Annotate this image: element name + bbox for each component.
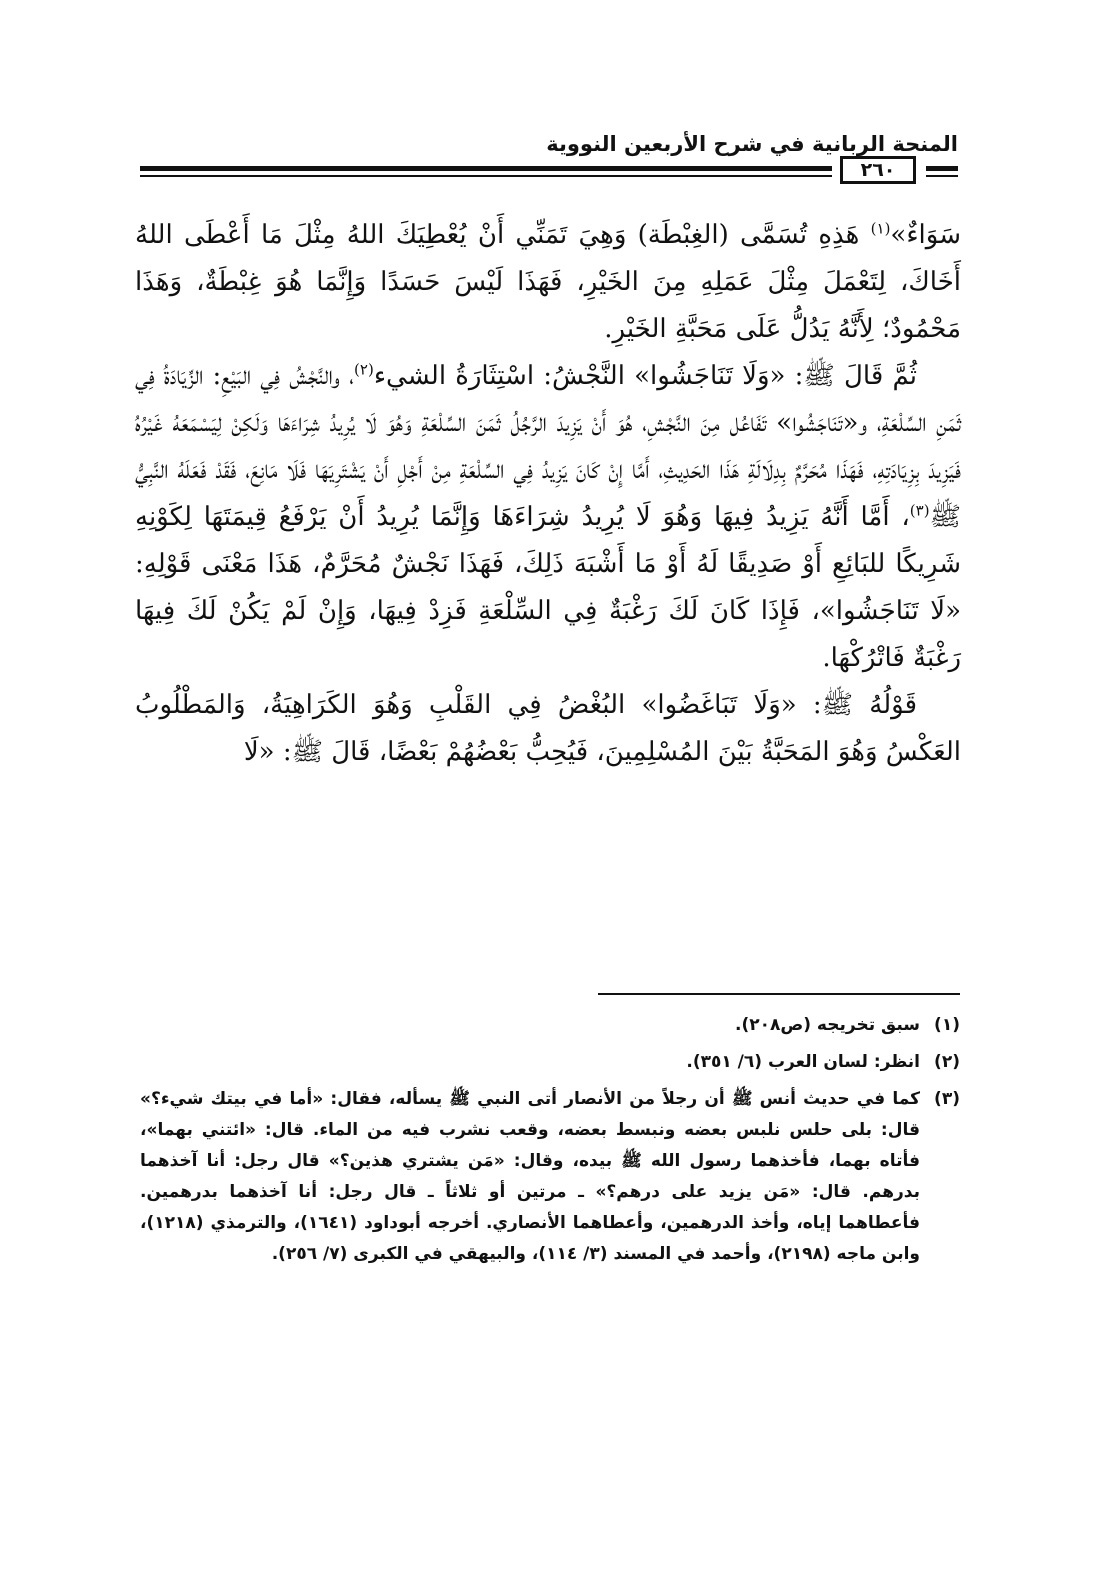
paragraph-1-rest: هَذِهِ تُسَمَّى (الغِبْطَة) وَهِيَ تَمَنِّي أَنْ يُعْطِيَكَ اللهُ مِثْلَ مَا أَعْطَى اللهُ أَخَاكَ، لِتَعْمَلَ مِثْلَ عَمَلِهِ مِنَ الخَيْرِ، فَهَذَا لَيْسَ حَسَدًا وَإِنَّمَا هُوَ غِبْطَةٌ، وَهَذَا مَحْمُودٌ؛ لِأَنَّهُ يَدُلُّ عَلَى مَحَبَّةِ الخَيْرِ. [135, 220, 961, 344]
header-rule-thin [140, 175, 832, 177]
footnote-text: كما في حديث أنس ﷺ أن رجلاً من الأنصار أتى النبي ﷺ يسأله، فقال: «أما في بيتك شيء؟» قال: بلى حلس نلبس بعضه ونبسط بعضه، وقعب نشرب فيه من الماء. قال: «ائتني بهما»، فأتاه بهما، فأخذهما رسول الله ﷺ بيده، وقال: «مَن يشتري هذين؟» قال رجل: أنا آخذهما بدرهم. قال: «مَن يزيد على درهم؟» ـ مرتين أو ثلاثاً ـ قال رجل: أنا آخذهما بدرهمين. فأعطاهما إياه، وأخذ الدرهمين، وأعطاهما الأنصاري. أخرجه أبوداود (١٦٤١)، والترمذي (١٢١٨)، وابن ماجه (٢١٩٨)، وأحمد في المسند (٣/ ١١٤)، والبيهقي في الكبرى (٧/ ٢٥٦). [140, 1089, 920, 1264]
paragraph-2 [135, 353, 961, 682]
page-header [140, 126, 958, 188]
footnote-1 [140, 1010, 960, 1041]
footnote-3 [140, 1084, 960, 1270]
header-rule-right-thin [926, 175, 958, 177]
footnote-ref-2: (٢) [354, 360, 374, 379]
footnote-separator [598, 993, 960, 995]
footnote-number: (٢) [934, 1052, 960, 1072]
header-rule-thick [140, 166, 832, 171]
footnotes [140, 1010, 960, 1276]
paragraph-1 [135, 212, 961, 353]
main-text [135, 212, 961, 776]
page-number: ٢٦٠ [840, 156, 916, 184]
paragraph-2-part-a: ثُمَّ قَالَ ﷺ: «وَلَا تَنَاجَشُوا» النَّجْشُ: اسْتِثَارَةُ الشيء [373, 361, 917, 391]
footnote-number: (١) [934, 1015, 960, 1035]
paragraph-2-part-c: ، أَمَّا أَنَّهُ يَزِيدُ فِيهَا وَهُوَ لَا يُرِيدُ شِرَاءَهَا وَإِنَّمَا يُرِيدُ أَنْ يَرْفَعُ قِيمَتَهَا لِكَوْنِهِ شَرِيكًا للبَائِعِ أَوْ صَدِيقًا لَهُ أَوْ مَا أَشْبَهَ ذَلِكَ، فَهَذَا نَجْشٌ مُحَرَّمٌ، هَذَا مَعْنَى قَوْلِهِ: «لَا تَنَاجَشُوا»، فَإِذَا كَانَ لَكَ رَغْبَةٌ فِي السِّلْعَةِ فَزِدْ فِيهَا، وَإِنْ لَمْ يَكُنْ لَكَ فِيهَا رَغْبَةٌ فَاتْرُكْهَا. [135, 502, 961, 673]
header-rule-right-thick [926, 166, 958, 171]
footnote-ref-3: (٣) [909, 501, 930, 520]
footnote-2 [140, 1047, 960, 1078]
footnote-number: (٣) [934, 1089, 960, 1109]
footnote-ref-1: (١) [870, 219, 891, 238]
paragraph-3: قَوْلُهُ ﷺ: «وَلَا تَبَاغَضُوا» البُغْضُ فِي القَلْبِ وَهُوَ الكَرَاهِيَةُ، وَالمَطْلُوبُ العَكْسُ وَهُوَ المَحَبَّةُ بَيْنَ المُسْلِمِينَ، فَيُحِبُّ بَعْضُهُمْ بَعْضًا، قَالَ ﷺ: «لَا [135, 690, 961, 767]
running-title: المنحة الربانية في شرح الأربعين النووية [546, 132, 958, 156]
paragraph-1-start: سَوَاءٌ» [890, 220, 961, 250]
footnote-text: انظر: لسان العرب (٦/ ٣٥١). [686, 1052, 920, 1072]
paragraph-2-part-b: ، والنَّجْشُ فِي البَيْعِ: الزِّيَادَةُ فِي ثَمَنِ السِّلْعَةِ، و«تَنَاجَشُوا» تَفَاعُل مِنَ النَّجْشِ، هُوَ أَنْ يَزِيدَ الرَّجُلُ ثَمَنَ السِّلْعَةِ وَهُوَ لَا يُرِيدُ شِرَاءَهَا وَلَكِنْ لِيَسْمَعَهُ غَيْرُهُ فَيَزِيدَ بِزِيَادَتِهِ، فَهَذَا مُحَرَّمٌ بِدِلَالَةِ هَذَا الحَدِيثِ، أَمَّا إِنْ كَانَ يَزِيدُ فِي السِّلْعَةِ مِنْ أَجْلِ أَنْ يَشْتَرِيَهَا فَلَا مَانِعَ، فَقَدْ فَعَلَهُ النَّبِيُّ ﷺ [135, 361, 961, 532]
footnote-text: سبق تخريجه (ص٢٠٨). [735, 1015, 920, 1035]
